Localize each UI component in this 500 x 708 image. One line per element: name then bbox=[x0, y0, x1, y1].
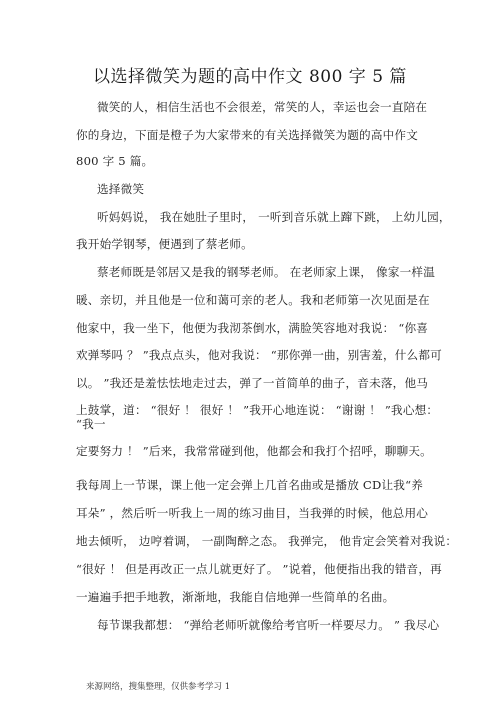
page-footer: 来源网络，搜集整理，仅供参考学习 1 bbox=[86, 682, 231, 692]
text-line: 你的身边，下面是橙子为大家带来的有关选择微笑为题的高中作文 bbox=[76, 128, 419, 142]
text-line: 他家中，我一坐下，他便为我沏茶倒水，满脸笑容地对我说： “你喜 bbox=[76, 321, 429, 335]
text-line: 听妈妈说， 我在她肚子里时， 一听到音乐就上蹿下跳， 上幼儿园， bbox=[97, 210, 451, 224]
text-line: 一遍遍手把手地教，渐渐地，我能自信地弹一些简单的名曲。 bbox=[76, 590, 395, 604]
text-line: 蔡老师既是邻居又是我的钢琴老师。 在老师家上课， 像家一样温 bbox=[97, 265, 435, 279]
text-line: 上鼓掌，道： “很好 ！ 很好 ！ ”我开心地连说： “谢谢 ！ ”我心想： bbox=[76, 403, 439, 417]
text-line: 定要努力 ！ ”后来，我常常碰到他，他都会和我打个招呼，聊聊天。 bbox=[76, 444, 432, 458]
text-line: 欢弹琴吗 ？ ”我点点头，他对我说： “那你弹一曲，别害羞，什么都可 bbox=[76, 348, 442, 362]
text-line: 微笑的人，相信生活也不会很差，常笑的人，幸运也会一直陪在 bbox=[97, 100, 428, 114]
text-line: 我每周上一节课，课上他一定会弹上几首名曲或是播放 CD让我“养 bbox=[76, 478, 424, 492]
text-line: 以。 ”我还是羞怯怯地走过去，弹了一首简单的曲子，音未落，他马 bbox=[76, 376, 429, 390]
text-line: 地去倾听， 边哼着调， 一副陶醉之态。 我弹完， 他肯定会笑着对我说： bbox=[76, 534, 458, 548]
text-line: “我一 bbox=[76, 417, 106, 431]
text-line: 800 字 5 篇。 bbox=[76, 154, 154, 168]
text-line: 每节课我都想： “弹给老师听就像给考官听一样要尽力。 ” 我尽心 bbox=[97, 618, 440, 632]
text-line: 暖、亲切，并且他是一位和蔼可亲的老人。我和老师第一次见面是在 bbox=[76, 293, 430, 307]
document-title: 以选择微笑为题的高中作文 800 字 5 篇 bbox=[93, 67, 407, 87]
text-line: 我开始学钢琴，便遇到了蔡老师。 bbox=[76, 237, 253, 251]
text-line: 耳朵” ，然后听一听我上一周的练习曲目，当我弹的时候，他总用心 bbox=[76, 506, 429, 520]
text-line: “很好 ！ 但是再改正一点儿就更好了。 ”说着，他便指出我的错音，再 bbox=[76, 562, 442, 576]
section-heading: 选择微笑 bbox=[97, 182, 145, 196]
